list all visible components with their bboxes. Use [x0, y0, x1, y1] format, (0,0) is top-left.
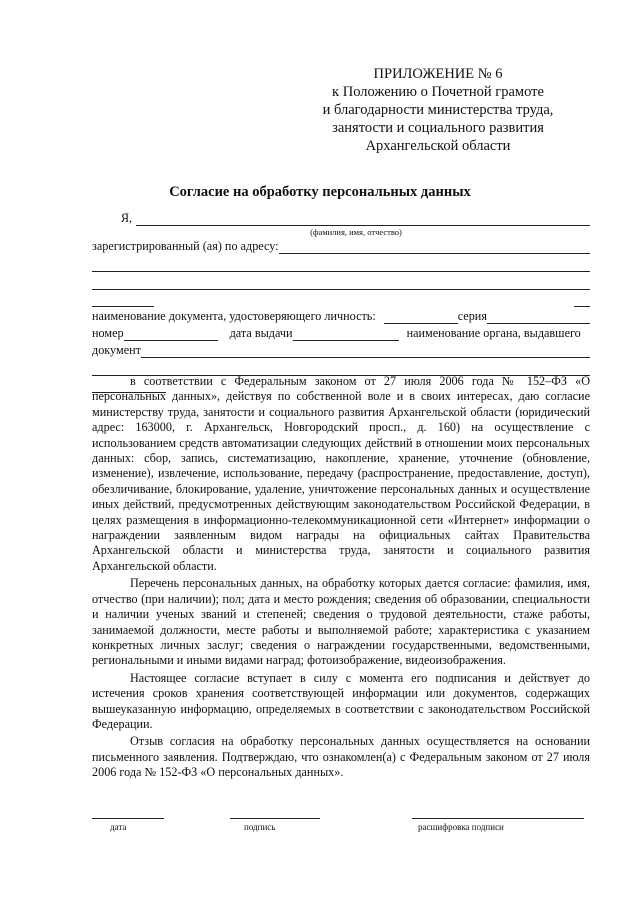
appendix-line-3: и благодарности министерства труда,	[322, 102, 554, 118]
appendix-line-4: занятости и социального развития	[332, 120, 544, 136]
appendix-header	[288, 65, 588, 155]
consent-paragraph-2: Перечень персональных данных, на обработку которых дается согласие: фамилия, имя, отчество (при наличии); пол; дата и место рождения; сведения об образовании, специальности и наличии ученых званий и степеней; сведения о трудовой деятельности, стаже работы, занимаемой должности, месте работы и выполняемой работе; характеристика с указанием конкретных личных заслуг; сведения о награждении государственными, ведомственными, региональными и иными видами наград; фотоизображение, видеоизображения.	[92, 576, 590, 668]
address-row	[92, 238, 590, 254]
document-title: Согласие на обработку персональных данных	[169, 184, 471, 200]
appendix-line-2: к Положению о Почетной грамоте	[332, 84, 544, 100]
appendix-line-5: Архангельской области	[365, 138, 511, 154]
address-field[interactable]	[279, 241, 590, 254]
number-label: номер	[92, 326, 124, 340]
signature-line[interactable]	[230, 818, 320, 819]
appendix-number: ПРИЛОЖЕНИЕ № 6	[373, 66, 503, 82]
date-line[interactable]	[92, 818, 164, 819]
address-line-2[interactable]	[92, 255, 590, 272]
i-label: Я,	[120, 211, 132, 225]
id-doc-field[interactable]	[384, 311, 458, 324]
fio-row	[92, 210, 590, 226]
consent-paragraph-3: Настоящее согласие вступает в силу с момента его подписания и действует до истечения сроков хранения соответствующей информации или документов, содержащих вышеуказанную информацию, определяемых в соответствии с законодательством Российской Федерации.	[92, 670, 590, 731]
sign-label: подпись	[244, 822, 276, 832]
address-short-line[interactable]	[92, 294, 154, 307]
fio-field[interactable]	[136, 213, 590, 226]
signature-decode-line[interactable]	[412, 818, 584, 819]
issue-date-field[interactable]	[293, 328, 399, 341]
consent-paragraph-1: в соответствии с Федеральным законом от 27 июля 2006 года № 152–ФЗ «О персональных данных», действуя по собственной воле и в своих интересах, даю согласие министерству труда, занятости и социального развития Архангельской области (юридический адрес: 163000, г. Архангельск, Новгородский просп., д. 160) на осуществление с использованием средств автоматизации следующих действий в отношении моих персональных данных: сбор, запись, систематизацию, накопление, хранение, уточнение (обновление, изменение), извлечение, использование, передачу (распространение, предоставление, доступ), обезличивание, блокирование, удаление, уничтожение персональных данных и осуществление иных действий, предусмотренных действующим законодательством Российской Федерации, в целях размещения в информационно-телекоммуникационной сети «Интернет» информации о награждении заявленным видом награды на официальных сайтах Правительства Архангельской области и министерства труда, занятости и социального развития Архангельской области.	[92, 374, 590, 573]
issuer-label: наименование органа, выдавшего	[406, 326, 581, 340]
number-field[interactable]	[124, 328, 218, 341]
series-short-line[interactable]	[574, 294, 590, 307]
series-field[interactable]	[487, 311, 590, 324]
address-line-4	[92, 291, 590, 307]
decode-label: расшифровка подписи	[418, 822, 504, 832]
issue-date-label: дата выдачи	[229, 326, 293, 340]
series-label: серия	[457, 309, 487, 323]
issuer-row	[92, 342, 590, 358]
address-line-3[interactable]	[92, 273, 590, 290]
issuer-field[interactable]	[141, 345, 590, 358]
consent-body	[92, 374, 590, 783]
registered-label: зарегистрированный (ая) по адресу:	[92, 239, 279, 253]
personal-info-form	[92, 210, 590, 394]
document-label: документ	[92, 343, 141, 357]
passport-details-row	[92, 325, 590, 341]
id-document-row	[92, 308, 590, 324]
fio-hint: (фамилия, имя, отчество)	[310, 227, 402, 237]
id-doc-label: наименование документа, удостоверяющего личность:	[92, 309, 376, 323]
consent-paragraph-4: Отзыв согласия на обработку персональных данных осуществляется на основании письменного заявления. Подтверждаю, что ознакомлен(а) с Федеральным законом от 27 июля 2006 года № 152-ФЗ «О персональных данных».	[92, 734, 590, 780]
date-label: дата	[110, 822, 127, 832]
